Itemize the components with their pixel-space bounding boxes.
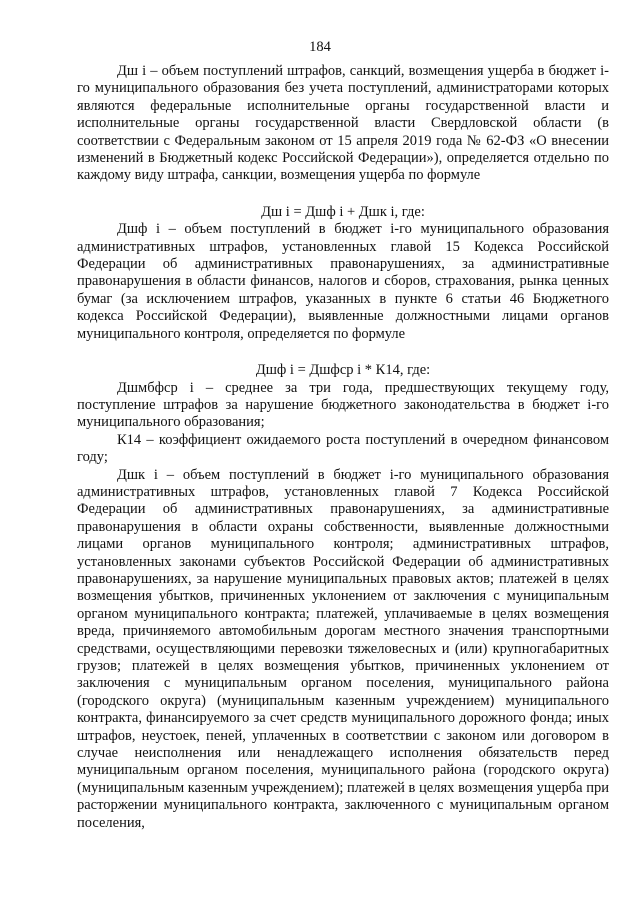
paragraph-dsh-definition: Дш i – объем поступлений штрафов, санкций, возмещения ущерба в бюджет i-го муниципального образования без учета поступлений, администраторами которых являются федеральные исполнительные органы государственной власти и исполнительные органы государственной власти Свердловской области (в соответствии с Федеральным законом от 15 апреля 2019 года № 62-ФЗ «О внесении изменений в Бюджетный кодекс Российской Федерации»), определяется отдельно по каждому виду штрафа, санкции, возмещения ущерба по формуле xyxy=(77,63,609,184)
paragraph-dshmbfsr-definition: Дшмбфср i – среднее за три года, предшествующих текущему году, поступление штрафов за нарушение бюджетного законодательства в бюджет i-го муниципального образования; xyxy=(77,379,609,431)
page-number: 184 xyxy=(309,39,331,55)
formula-dsh: Дш i = Дшф i + Дшк i, где: xyxy=(261,203,425,220)
document-body xyxy=(77,63,609,832)
formula-dshf: Дшф i = Дшфср i * К14, где: xyxy=(255,362,431,379)
paragraph-dshf-definition: Дшф i – объем поступлений в бюджет i-го муниципального образования административных штрафов, установленных главой 15 Кодекса Российской Федерации об административных правонарушениях, за административные правонарушения в области финансов, налогов и сборов, страхования, рынка ценных бумаг (за исключением штрафов, указанных в пункте 6 статьи 46 Бюджетного кодекса Российской Федерации), выявленные должностными лицами органов муниципального контроля, определяется по формуле xyxy=(77,221,609,342)
paragraph-k14-definition: К14 – коэффициент ожидаемого роста поступлений в очередном финансовом году; xyxy=(77,431,609,466)
paragraph-dshk-definition: Дшк i – объем поступлений в бюджет i-го муниципального образования административных штрафов, установленных главой 7 Кодекса Российской Федерации об административных правонарушениях, за административные правонарушения в области охраны собственности, выявленные должностными лицами органов муниципального контроля; административных штрафов, установленных законами субъектов Российской Федерации об административных правонарушениях, за нарушение муниципальных правовых актов; платежей в целях возмещения убытков, причиненных уклонением от заключения с муниципальным органом муниципального контракта; платежей, уплачиваемые в целях возмещения вреда, причиняемого автомобильным дорогам местного значения транспортными средствами, осуществляющими перевозки тяжеловесных и (или) крупногабаритных грузов; платежей в целях возмещения убытков, причиненных уклонением от заключения с муниципальным органом поселения, муниципального района (городского округа) (муниципальным казенным учреждением) муниципального контракта, финансируемого за счет средств муниципального дорожного фонда; иных штрафов, неустоек, пеней, уплаченных в соответствии с законом или договором в случае неисполнения или ненадлежащего исполнения обязательств перед муниципальным органом поселения, муниципального района (городского округа) (муниципальным казенным учреждением); платежей в целях возмещения ущерба при расторжении муниципального контракта, заключенного с муниципальным органом поселения, xyxy=(77,466,609,831)
